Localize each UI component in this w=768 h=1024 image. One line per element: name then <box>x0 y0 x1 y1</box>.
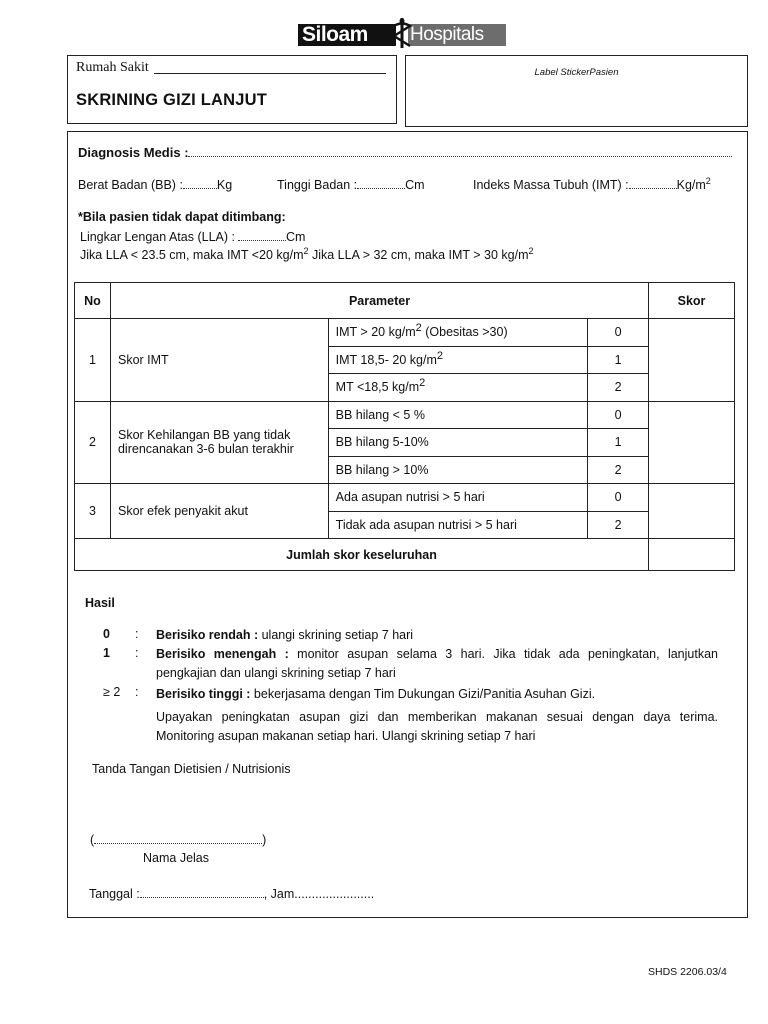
parameter-group-label: Skor IMT <box>110 319 328 402</box>
signature-name-row <box>90 832 266 847</box>
lla-rule-sup: 2 <box>303 245 309 256</box>
option-text: Tidak ada asupan nutrisi > 5 hari <box>335 517 517 532</box>
diagnosis-field[interactable] <box>188 156 732 157</box>
lla-rule-a: Jika LLA < 23.5 cm, maka IMT <20 kg/m <box>80 248 304 262</box>
rumah-sakit-field[interactable] <box>154 73 386 74</box>
option-score[interactable]: 1 <box>588 429 649 457</box>
tanggal-field[interactable] <box>140 886 264 898</box>
caduceus-icon <box>390 18 414 48</box>
option-sup: 2 <box>419 377 426 390</box>
parameter-option <box>328 484 588 512</box>
hasil-colon: : <box>135 627 139 641</box>
option-score[interactable]: 2 <box>588 374 649 402</box>
rumah-sakit-label: Rumah Sakit <box>76 60 149 75</box>
lla-unit: Cm <box>285 230 306 244</box>
logo-siloam-text: Siloam <box>298 24 396 46</box>
tinggi-badan-field[interactable] <box>357 177 405 189</box>
lla-rule-b: Jika LLA > 32 cm, maka IMT > 30 kg/m <box>308 248 529 262</box>
nama-jelas-label: Nama Jelas <box>143 851 209 865</box>
imt-label: Indeks Massa Tubuh (IMT) : <box>473 178 629 192</box>
skor-entry-cell[interactable] <box>649 484 735 539</box>
lla-rule <box>80 245 534 262</box>
row-number: 2 <box>75 401 111 484</box>
lla-field[interactable] <box>238 229 286 241</box>
option-score[interactable]: 2 <box>588 511 649 539</box>
berat-badan-label: Berat Badan (BB) : <box>78 178 183 192</box>
berat-badan-unit: Kg <box>216 178 233 192</box>
table-header-row <box>75 283 735 319</box>
patient-sticker-box[interactable] <box>405 55 748 127</box>
tinggi-badan-row <box>277 177 425 192</box>
diagnosis-label: Diagnosis Medis : <box>78 145 189 160</box>
imt-unit-sup: 2 <box>705 175 711 186</box>
parameter-option <box>328 511 588 539</box>
parameter-group-label: Skor Kehilangan BB yang tidak direncanakan 3-6 bulan terakhir <box>110 401 328 484</box>
parameter-option <box>328 401 588 429</box>
signature-name-field[interactable] <box>94 832 262 844</box>
header-no: No <box>75 283 111 319</box>
total-score-cell[interactable] <box>649 539 735 571</box>
option-score[interactable]: 0 <box>588 319 649 347</box>
imt-row <box>473 177 711 192</box>
form-code: SHDS 2206.03/4 <box>648 966 727 978</box>
jam-field[interactable]: , Jam....................... <box>263 887 375 901</box>
parameter-group-label: Skor efek penyakit akut <box>110 484 328 539</box>
lla-rule-sup2: 2 <box>528 245 534 256</box>
logo-hospitals-text: Hospitals <box>408 24 506 46</box>
header-parameter: Parameter <box>110 283 648 319</box>
hasil-num: ≥ 2 <box>103 685 121 699</box>
row-number: 3 <box>75 484 111 539</box>
hasil-desc: ulangi skrining setiap 7 hari <box>258 628 414 642</box>
option-score[interactable]: 0 <box>588 401 649 429</box>
hasil-text-menengah <box>156 645 718 683</box>
hasil-title: Hasil <box>85 596 115 610</box>
note-title: *Bila pasien tidak dapat ditimbang: <box>78 210 286 224</box>
lla-row <box>80 229 305 244</box>
imt-unit: Kg/m <box>676 178 706 192</box>
option-score[interactable]: 2 <box>588 456 649 484</box>
tinggi-badan-unit: Cm <box>405 178 425 192</box>
berat-badan-row <box>78 177 232 192</box>
hospital-logo <box>298 18 506 48</box>
option-text: IMT 18,5- 20 kg/m <box>335 352 437 367</box>
parameter-option <box>328 456 588 484</box>
tinggi-badan-label: Tinggi Badan : <box>277 178 358 192</box>
table-row <box>75 401 735 429</box>
hasil-num: 1 <box>103 646 110 660</box>
option-text: MT <18,5 kg/m <box>335 380 420 395</box>
table-row <box>75 484 735 512</box>
parameter-option <box>328 346 588 374</box>
option-text: BB hilang < 5 % <box>335 407 425 422</box>
imt-field[interactable] <box>629 177 677 189</box>
option-sup: 2 <box>415 322 422 335</box>
berat-badan-field[interactable] <box>183 177 217 189</box>
hasil-desc: monitor asupan selama 3 hari. Jika tidak ada peningkatan, lanjutkan pengkajian dan ulangi skrining setiap 7 hari <box>156 647 718 680</box>
total-label: Jumlah skor keseluruhan <box>75 539 649 571</box>
hasil-num: 0 <box>103 627 110 641</box>
skor-entry-cell[interactable] <box>649 401 735 484</box>
tanggal-label: Tanggal : <box>89 887 140 901</box>
option-text-suffix: (Obesitas >30) <box>421 325 508 340</box>
option-text: IMT > 20 kg/m <box>335 325 416 340</box>
option-text: Ada asupan nutrisi > 5 hari <box>335 490 485 505</box>
paren-open: ( <box>90 833 95 847</box>
hasil-extra: Upayakan peningkatan asupan gizi dan memberikan makanan sesuai dengan daya terima. Monitoring asupan makanan setiap hari. Ulangi skrining setiap 7 hari <box>156 710 718 743</box>
header-hospital-box <box>67 55 397 124</box>
hasil-bold: Berisiko rendah : <box>156 628 259 642</box>
parameter-option <box>328 319 588 347</box>
hasil-text-rendah <box>156 626 718 645</box>
tanggal-row <box>89 886 374 901</box>
header-skor: Skor <box>649 283 735 319</box>
total-row <box>75 539 735 571</box>
signature-label: Tanda Tangan Dietisien / Nutrisionis <box>92 762 291 776</box>
lla-label: Lingkar Lengan Atas (LLA) : <box>80 230 235 244</box>
parameter-option <box>328 374 588 402</box>
hasil-text-tinggi <box>156 685 718 704</box>
hasil-bold: Berisiko tinggi : <box>156 687 251 701</box>
table-row <box>75 319 735 347</box>
scoring-table <box>74 282 735 571</box>
hasil-bold: Berisiko menengah : <box>156 647 289 661</box>
form-title: SKRINING GIZI LANJUT <box>76 91 268 109</box>
row-number: 1 <box>75 319 111 402</box>
option-score[interactable]: 0 <box>588 484 649 512</box>
hasil-colon: : <box>135 685 139 699</box>
skor-entry-cell[interactable] <box>649 319 735 402</box>
option-sup: 2 <box>436 349 443 362</box>
hasil-colon: : <box>135 646 139 660</box>
option-score[interactable]: 1 <box>588 346 649 374</box>
option-text: BB hilang 5-10% <box>335 435 429 450</box>
hasil-desc: bekerjasama dengan Tim Dukungan Gizi/Panitia Asuhan Gizi. <box>250 687 596 701</box>
parameter-option <box>328 429 588 457</box>
option-text: BB hilang > 10% <box>335 462 429 477</box>
paren-close: ) <box>262 833 267 847</box>
sticker-label: Label StickerPasien <box>534 67 619 78</box>
